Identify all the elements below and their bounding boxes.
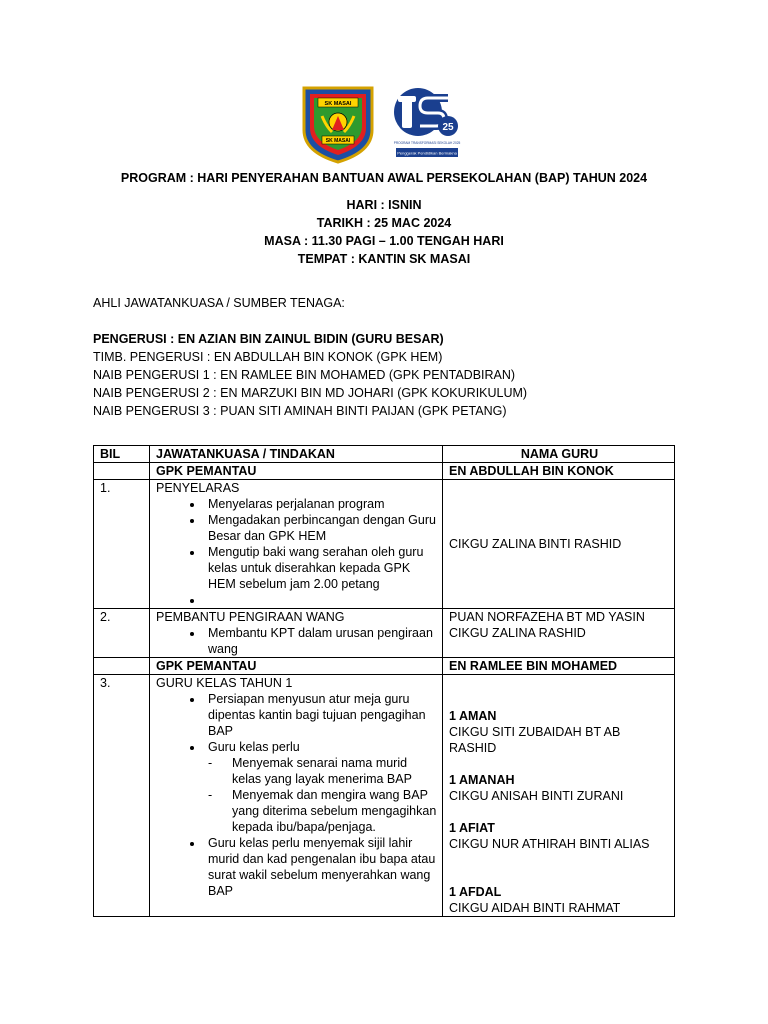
row-bil: 3.: [94, 675, 150, 917]
table-row: [94, 609, 675, 658]
table-row: [94, 480, 675, 609]
pemantau-label: GPK PEMANTAU: [150, 463, 443, 480]
header-bil: BIL: [94, 446, 150, 463]
ts-subcaption: Penggerak Pendidikan Bermakna: [397, 150, 457, 156]
row-teacher: CIKGU ZALINA RASHID: [449, 626, 586, 640]
naib-pengerusi-3-line: NAIB PENGERUSI 3 : PUAN SITI AMINAH BINTI PAIJAN (GPK PETANG): [93, 404, 507, 418]
pengerusi-line: PENGERUSI : EN AZIAN BIN ZAINUL BIDIN (GURU BESAR): [93, 332, 444, 346]
row-teacher: PUAN NORFAZEHA BT MD YASIN: [449, 610, 645, 624]
header-task: JAWATANKUASA / TINDAKAN: [150, 446, 443, 463]
sub-list: [208, 755, 438, 835]
pemantau-row-2: [94, 658, 675, 675]
list-item: • Mengutip baki wang serahan oleh guru kelas untuk diserahkan kepada GPK HEM sebelum jam 2.00 petang: [204, 544, 438, 592]
crest-top-text: SK MASAI: [324, 101, 352, 107]
list-item: • Membantu KPT dalam urusan pengiraan wang: [204, 625, 438, 657]
timb-pengerusi-line: TIMB. PENGERUSI : EN ABDULLAH BIN KONOK (GPK HEM): [93, 350, 443, 364]
ts-number: 25: [442, 122, 454, 133]
table-row: [94, 675, 675, 917]
tempat-line: TEMPAT : KANTIN SK MASAI: [297, 252, 471, 266]
list-item: [204, 739, 438, 835]
class-teacher: CIKGU ANISAH BINTI ZURANI: [449, 789, 624, 803]
row-title: PENYELARAS: [156, 481, 240, 495]
class-name: 1 AMAN: [449, 709, 497, 723]
hari-line: HARI : ISNIN: [346, 198, 422, 212]
class-teacher: CIKGU AIDAH BINTI RAHMAT: [449, 901, 621, 915]
tarikh-line: TARIKH : 25 MAC 2024: [316, 216, 452, 230]
table-header-row: [94, 446, 675, 463]
sub-list-item: - Menyemak senarai nama murid kelas yang layak menerima BAP: [232, 755, 438, 787]
row-title: GURU KELAS TAHUN 1: [156, 676, 293, 690]
class-name: 1 AFDAL: [449, 885, 502, 899]
list-item: • Persiapan menyusun atur meja guru dipentas kantin bagi tujuan pengagihan BAP: [204, 691, 438, 739]
list-item: • Menyelaras perjalanan program: [204, 496, 438, 512]
class-teacher: CIKGU SITI ZUBAIDAH BT AB RASHID: [449, 725, 621, 755]
list-item: • Guru kelas perlu menyemak sijil lahir murid dan kad pengenalan ibu bapa atau surat wakil sebelum menyerahkan wang BAP: [204, 835, 438, 899]
sub-list-item: - Menyemak dan mengira wang BAP yang diterima sebelum mengagihkan kepada ibu/bapa/penjaga.: [232, 787, 438, 835]
row-bil: 1.: [94, 480, 150, 609]
pemantau-name: EN ABDULLAH BIN KONOK: [443, 463, 675, 480]
pemantau-name: EN RAMLEE BIN MOHAMED: [443, 658, 675, 675]
pemantau-row-1: [94, 463, 675, 480]
masa-line: MASA : 11.30 PAGI – 1.00 TENGAH HARI: [264, 234, 504, 248]
pemantau-label: GPK PEMANTAU: [150, 658, 443, 675]
task-list: [156, 625, 438, 657]
task-list: [156, 496, 438, 608]
row-title: PEMBANTU PENGIRAAN WANG: [156, 610, 345, 624]
header-name: NAMA GURU: [443, 446, 675, 463]
list-item: • Mengadakan perbincangan dengan Guru Besar dan GPK HEM: [204, 512, 438, 544]
list-item: [204, 592, 438, 608]
task-list: [156, 691, 438, 899]
ts25-logo: [392, 86, 462, 160]
program-title: PROGRAM : HARI PENYERAHAN BANTUAN AWAL PERSEKOLAHAN (BAP) TAHUN 2024: [120, 171, 648, 185]
list-item-label: Guru kelas perlu: [208, 740, 300, 754]
class-name: 1 AFIAT: [449, 821, 495, 835]
school-crest-logo: [302, 86, 374, 164]
crest-bottom-text: SK MASAI: [325, 138, 351, 144]
naib-pengerusi-1-line: NAIB PENGERUSI 1 : EN RAMLEE BIN MOHAMED (GPK PENTADBIRAN): [93, 368, 516, 382]
naib-pengerusi-2-line: NAIB PENGERUSI 2 : EN MARZUKI BIN MD JOHARI (GPK KOKURIKULUM): [93, 386, 528, 400]
committee-heading: AHLI JAWATANKUASA / SUMBER TENAGA:: [93, 296, 345, 310]
task-table: [93, 445, 675, 917]
row-teacher: CIKGU ZALINA BINTI RASHID: [443, 480, 675, 609]
logo-area: [0, 86, 768, 164]
class-name: 1 AMANAH: [449, 773, 515, 787]
ts-caption: PROGRAM TRANSFORMASI SEKOLAH 2025: [393, 141, 461, 145]
row-bil: 2.: [94, 609, 150, 658]
class-teacher: CIKGU NUR ATHIRAH BINTI ALIAS: [449, 837, 650, 851]
